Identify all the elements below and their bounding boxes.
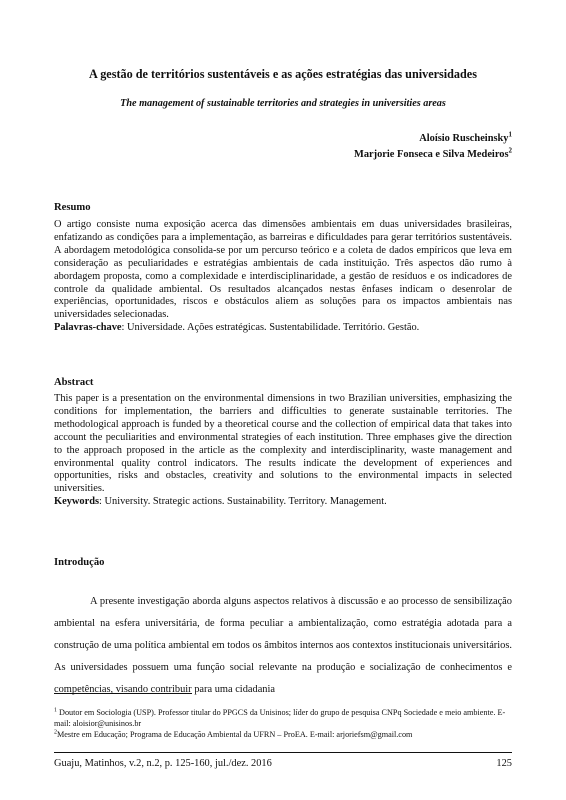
paper-title: A gestão de territórios sustentáveis e as ações estratégias das universidades xyxy=(89,67,477,81)
journal-citation: Guaju, Matinhos, v.2, n.2, p. 125-160, jul./dez. 2016 xyxy=(54,758,272,769)
page-number: 125 xyxy=(496,758,512,769)
author-footnote-mark: 2 xyxy=(508,146,512,155)
author-footnote-mark: 1 xyxy=(508,130,512,139)
abstract-body: This paper is a presentation on the environmental dimensions in two Brazilian universities, emphasizing the conditions for implementation, the barriers and difficulties to generate sustainable territories. The methodological approach is funded by a theoretical course and the collection of empirical data that takes into account the peculiarities and environmental strategies of each institution. Three emphases give the direction to the approach proposed in the article as the complexity and interdisciplinarity, waste management and environmental quality control indicators. The results indicate the development of experiences and opportunities, risks and obstacles, creativity and solutions to the environmental impacts in selected universities. xyxy=(54,393,512,495)
abstract-heading: Abstract xyxy=(54,377,94,388)
author-name: Aloísio Ruscheinsky xyxy=(419,133,509,144)
introducao-body: A presente investigação aborda alguns aspectos relativos à discussão e ao processo de sensibilização ambiental na esfera universitária, de forma peculiar a ambientalização, como estratégia adotada para a construção de uma política ambiental em todos os âmbitos internos aos contextos institucionais universitários. As universidades possuem uma função social relevante na produção e socialização de conhecimentos e competências, visando contribuir para uma cidadania xyxy=(54,596,512,695)
footnote-text: Mestre em Educação; Programa de Educação Ambiental da UFRN – ProEA. E-mail: arjoriefsm@gmail.com xyxy=(57,730,413,739)
footnote-mark: 2 xyxy=(54,729,57,736)
author-2 xyxy=(354,148,512,162)
footer-rule xyxy=(54,752,512,753)
abstract-section xyxy=(54,393,512,509)
footnote-2 xyxy=(54,729,512,740)
introducao-heading: Introdução xyxy=(54,557,105,568)
resumo-heading: Resumo xyxy=(54,202,91,213)
paper-subtitle: The management of sustainable territories and strategies in universities areas xyxy=(120,98,446,109)
footnote-1 xyxy=(54,707,512,729)
footnotes xyxy=(54,707,512,740)
resumo-keywords-label: Palavras-chave xyxy=(54,322,122,334)
footnote-rule xyxy=(54,693,192,694)
footnote-mark: 1 xyxy=(54,707,57,714)
resumo-body: O artigo consiste numa exposição acerca das dimensões ambientais em duas universidades brasileiras, enfatizando as condições para a implementação, as barreiras e dificuldades para gerar territórios sustentáveis. A abordagem metodológica consolida-se por um percurso teórico e a coleta de dados empíricos que leva em consideração as peculiaridades e estratégias ambientais de cada instituição. Três aspectos dão rumo à abordagem proposta, como a complexidade e interdisciplinaridade, a gestão de resíduos e os indicadores de controle da qualidade ambiental. Os resultados alcançados nestas ênfases indicam o desenrolar de experiências, oportunidades, riscos e obstáculos aliem as soluções para os impactos ambientais nas universidades selecionadas. xyxy=(54,219,512,321)
abstract-keywords-label: Keywords xyxy=(54,496,100,508)
abstract-keywords: : University. Strategic actions. Sustainability. Territory. Management. xyxy=(99,496,387,508)
resumo-section xyxy=(54,219,512,335)
author-1 xyxy=(419,132,512,146)
resumo-keywords: : Universidade. Ações estratégicas. Sustentabilidade. Território. Gestão. xyxy=(121,322,420,334)
footnote-text: Doutor em Sociologia (USP). Professor titular do PPGCS da Unisinos; líder do grupo de pesquisa CNPq Sociedade e meio ambiente. E-mail: aloisior@unisinos.br xyxy=(54,708,506,728)
author-name: Marjorie Fonseca e Silva Medeiros xyxy=(354,149,509,160)
